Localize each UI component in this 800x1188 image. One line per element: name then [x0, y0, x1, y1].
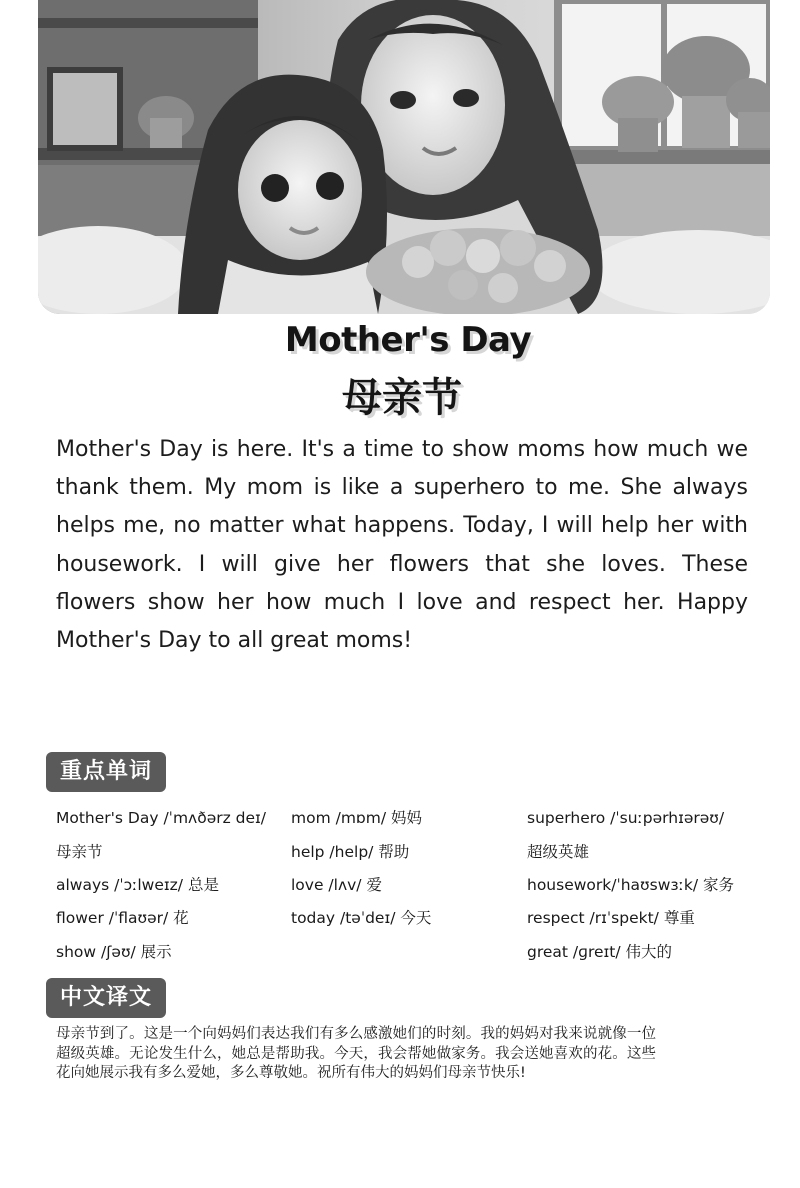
hero-illustration [38, 0, 770, 314]
vocab-item-respect: respect /rɪˈspekt/ 尊重 [527, 909, 695, 927]
vocab-item-love: love /lʌv/ 爱 [291, 876, 382, 894]
vocab-item-flower: flower /ˈflaʊər/ 花 [56, 909, 189, 927]
reading-passage: Mother's Day is here. It's a time to show moms how much we thank them. My mom is like a superhero to me. She always helps me, no matter what happens. Today, I will help her with housework. I will give her flowers that she loves. These flowers show her how much I love and respect her. Happy Mother's Day to all great moms! [56, 437, 748, 654]
title-chinese: 母亲节 [342, 375, 462, 421]
vocab-item-mothers-day-zh: 母亲节 [56, 843, 103, 861]
chinese-translation: 母亲节到了。这是一个向妈妈们表达我们有多么感激她们的时刻。我的妈妈对我来说就像一位超级英雄。无论发生什么，她总是帮助我。今天，我会帮她做家务。我会送她喜欢的花。这些花向她展示我有多么爱她，多么尊敬她。祝所有伟大的妈妈们母亲节快乐! [56, 1026, 656, 1081]
vocab-item-great: great /ɡreɪt/ 伟大的 [527, 943, 673, 961]
vocab-item-superhero: superhero /ˈsuːpərhɪərəʊ/ [527, 809, 725, 827]
vocab-item-show: show /ʃəʊ/ 展示 [56, 943, 172, 961]
vocab-heading-tag: 重点单词 [46, 752, 166, 792]
title-english: Mother's Day [284, 320, 532, 360]
vocab-item-help: help /help/ 帮助 [291, 843, 410, 861]
vocab-item-mom: mom /mɒm/ 妈妈 [291, 809, 423, 827]
mother-daughter-illustration [38, 0, 770, 314]
vocab-item-today: today /təˈdeɪ/ 今天 [291, 909, 432, 927]
translation-heading-tag: 中文译文 [46, 978, 166, 1018]
vocab-item-mothers-day: Mother's Day /ˈmʌðərz deɪ/ [56, 809, 267, 827]
vocab-item-superhero-zh: 超级英雄 [527, 843, 590, 861]
vocab-grid [56, 801, 776, 971]
vocab-item-housework: housework/ˈhaʊswɜːk/ 家务 [527, 876, 734, 894]
vocab-item-always: always /ˈɔːlweɪz/ 总是 [56, 876, 219, 894]
